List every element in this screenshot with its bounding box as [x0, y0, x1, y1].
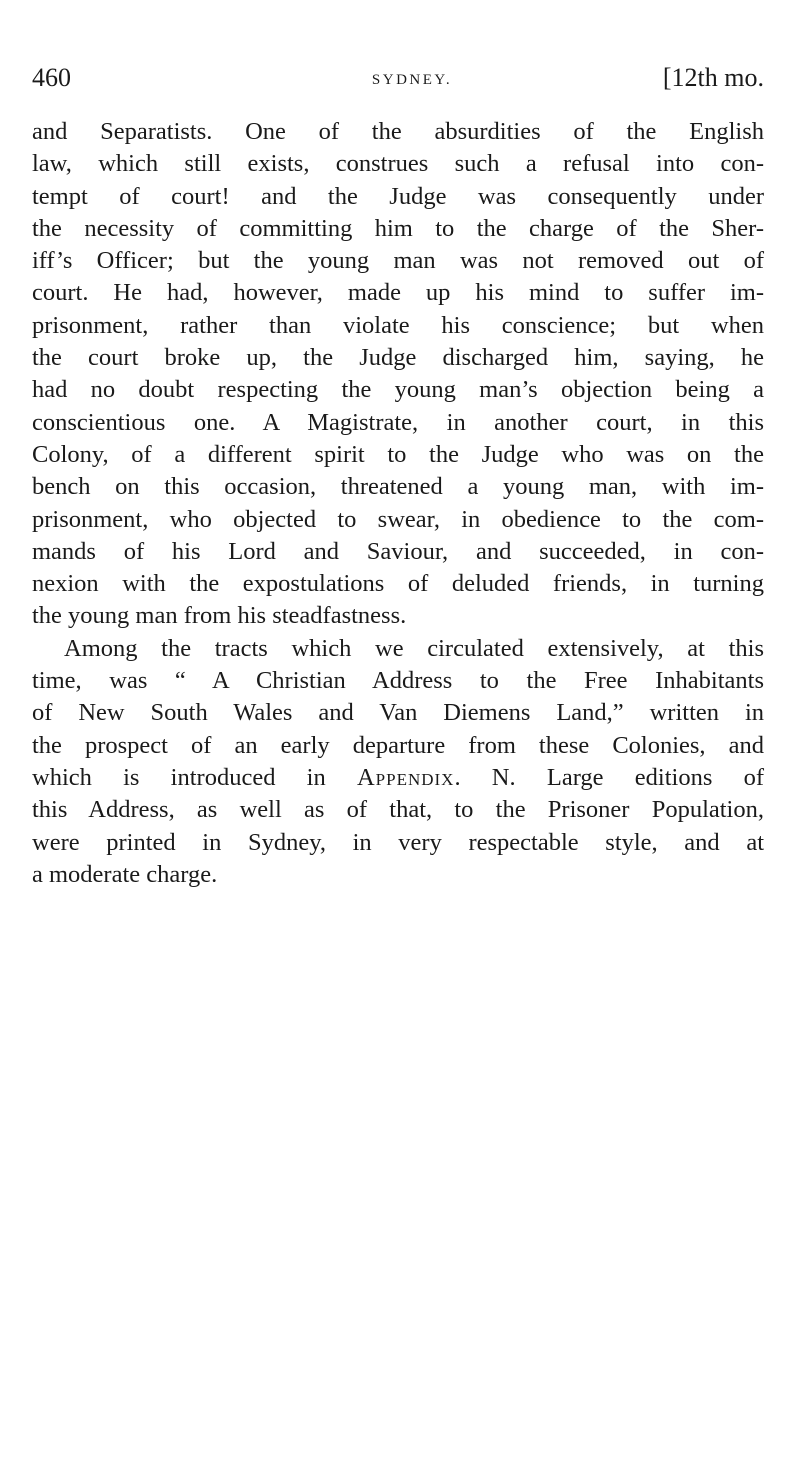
body-text [32, 116, 764, 891]
text-line: tempt of court! and the Judge was consequently under [32, 182, 764, 210]
text-line: iff’s Officer; but the young man was not removed out of [32, 247, 764, 275]
text-line: a moderate charge. [32, 860, 218, 888]
text-line: law, which still exists, construes such a refusal into con- [32, 150, 764, 178]
appendix-line-after: . N. Large editions of [454, 763, 764, 791]
text-line: of New South Wales and Van Diemens Land,” written in [32, 699, 764, 727]
text-line: this Address, as well as of that, to the Prisoner Population, [32, 796, 764, 824]
text-line: the necessity of committing him to the charge of the Sher- [32, 214, 764, 242]
appendix-line-before: which is introduced in [32, 763, 357, 791]
page-number: 460 [32, 63, 71, 92]
running-title: SYDNEY. [371, 72, 453, 88]
running-head [32, 60, 764, 96]
text-line: were printed in Sydney, in very respectable style, and at [32, 828, 764, 856]
date-marker: [12th mo. [662, 63, 764, 92]
text-line: had no doubt respecting the young man’s objection being a [32, 376, 764, 404]
text-line: Among the tracts which we circulated extensively, at this [64, 634, 764, 662]
text-line: Colony, of a different spirit to the Judge who was on the [32, 440, 764, 468]
text-line: the young man from his steadfastness. [32, 602, 407, 630]
text-line: conscientious one. A Magistrate, in another court, in this [32, 408, 764, 436]
text-line-appendix-reference [32, 762, 764, 794]
text-line: court. He had, however, made up his mind to suffer im- [32, 279, 764, 307]
text-line: and Separatists. One of the absurdities of the English [32, 118, 764, 145]
text-line: prisonment, who objected to swear, in obedience to the com- [32, 505, 764, 533]
text-line: the court broke up, the Judge discharged him, saying, he [32, 344, 764, 372]
text-line: prisonment, rather than violate his conscience; but when [32, 311, 764, 339]
paragraph-2 [32, 633, 764, 891]
paragraph-1 [32, 116, 764, 633]
appendix-reference: Appendix [356, 763, 455, 791]
text-line: time, was “ A Christian Address to the Free Inhabitants [32, 667, 764, 695]
text-line: mands of his Lord and Saviour, and succeeded, in con- [32, 537, 764, 565]
text-line: nexion with the expostulations of deluded friends, in turning [32, 570, 764, 598]
text-line: the prospect of an early departure from these Colonies, and [32, 731, 764, 759]
text-line: bench on this occasion, threatened a young man, with im- [32, 473, 764, 501]
